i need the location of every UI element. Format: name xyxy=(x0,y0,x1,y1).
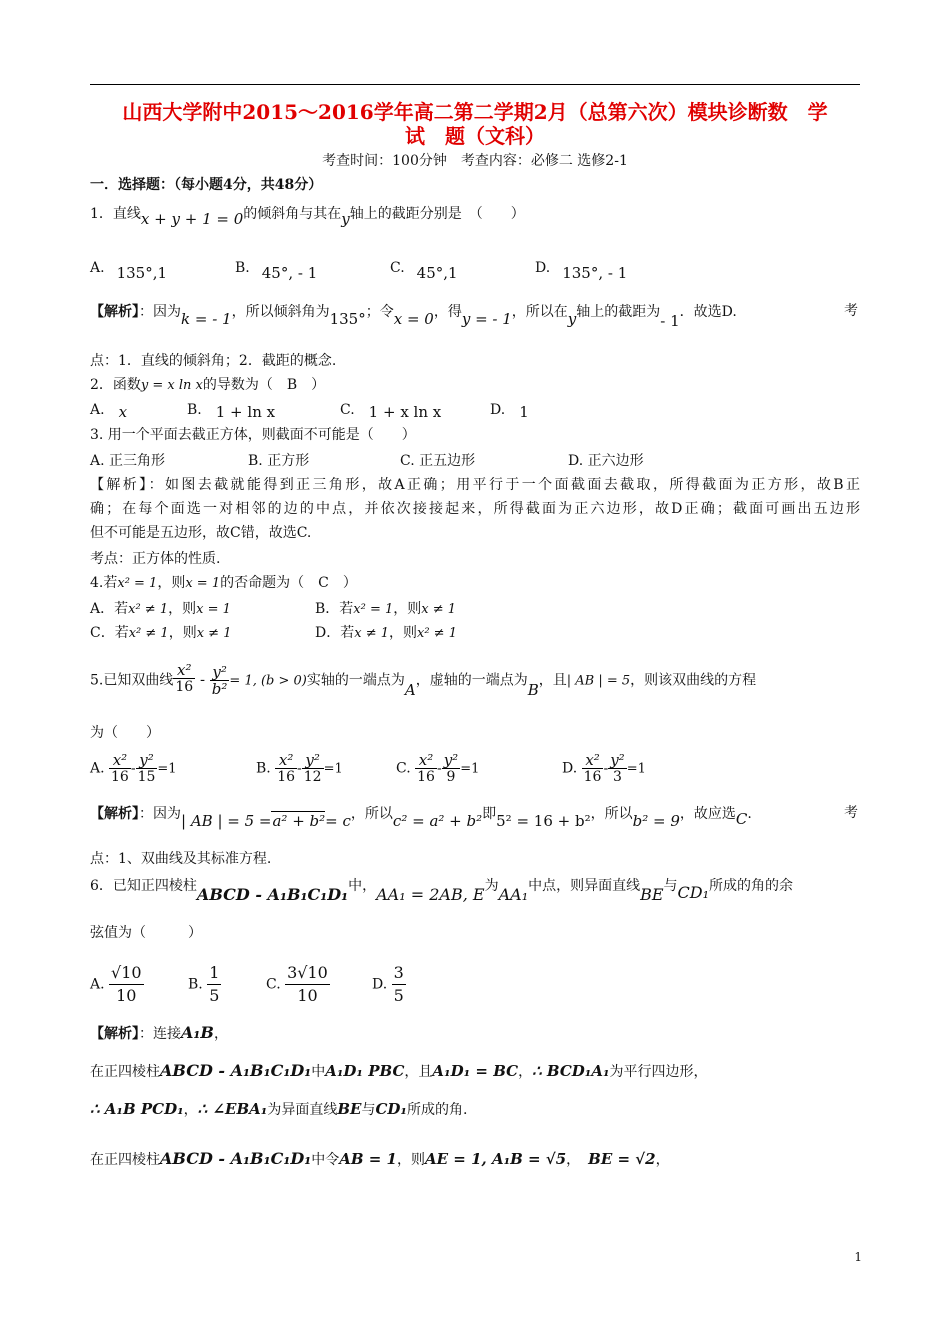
q1-kao: 考 xyxy=(844,303,858,319)
q2-option-d: D. 1 xyxy=(490,402,529,421)
q1-option-a: A. 135°,1 xyxy=(90,260,168,282)
q4-option-c: C．若x² ≠ 1，则x ≠ 1 xyxy=(90,625,232,641)
q5-option-b: B. $\frac{\text{x²}}{16}$ - $\frac{\text{y²}}{12}$ =1 xyxy=(256,751,343,785)
q5-option-a: A. $\frac{\text{x²}}{16}$ - $\frac{\text{y²}}{15}$ =1 xyxy=(90,751,177,785)
q3-solution-line-1: 【解析】：如图去截就能得到正三角形，故A正确；用平行于一个面截面去截取，所得截面为正方形，故B正 xyxy=(90,477,860,493)
q3-solution-line-3: 但不可能是五边形，故C错，故选C. xyxy=(90,525,312,541)
q5-option-c: C. $\frac{\text{x²}}{16}$ - $\frac{\text{y²}}{9}$ =1 xyxy=(396,751,480,785)
q5-kaodian: 点：1、双曲线及其标准方程. xyxy=(90,851,272,867)
q3-kaodian: 考点：正方体的性质. xyxy=(90,551,221,567)
section-heading: 一．选择题：（每小题4分，共48分） xyxy=(90,177,323,193)
title-line-2: 试 题（文科） xyxy=(405,124,545,148)
q1-option-b: B. 45°, - 1 xyxy=(235,260,318,282)
q3-option-c: C. 正五边形 xyxy=(400,453,476,469)
q1-solution: 【解析】：因为k = - 1，所以倾斜角为135°；令x = 0，得y = - 1，所以在y轴上的截距为- 1．故选D. xyxy=(90,304,737,330)
q3-option-b: B. 正方形 xyxy=(248,453,310,469)
q3-option-a: A. 正三角形 xyxy=(90,453,166,469)
q6-solution-line-4: 在正四棱柱ABCD - A₁B₁C₁D₁中令AB = 1，则AE = 1, A₁B = √5， BE = √2， xyxy=(90,1149,670,1168)
q2-option-b: B. 1 + ln x xyxy=(187,402,276,421)
page-title xyxy=(88,100,862,148)
q5-stem-cont: 为（ ） xyxy=(90,725,160,741)
q1-kaodian: 点：1．直线的倾斜角；2．截距的概念. xyxy=(90,353,337,369)
q4-option-b: B．若x² = 1，则x ≠ 1 xyxy=(315,601,457,617)
q6-solution-line-1: 【解析】：连接A₁B， xyxy=(90,1023,228,1042)
q4-stem: 4.若x² = 1，则x = 1的否命题为（ C ） xyxy=(90,575,357,591)
q5-solution: 【解析】：因为| AB | = 5 =a² + b²= c，所以c² = a² + b²即5² = 16 + b²，所以b² = 9，故应选C. xyxy=(90,806,752,830)
q3-solution-line-2: 确；在每个面选一对相邻的边的中点，并依次接接起来，所得截面为正六边形，故D正确；截面可画出五边形 xyxy=(90,501,860,517)
q1-option-d: D. 135°, - 1 xyxy=(535,260,628,282)
q5-option-d: D. $\frac{\text{x²}}{16}$ - $\frac{\text{y²}}{3}$ =1 xyxy=(562,751,646,785)
q6-solution-line-2: 在正四棱柱ABCD - A₁B₁C₁D₁中A₁D₁ PBC，且A₁D₁ = BC，∴ BCD₁A₁为平行四边形， xyxy=(90,1061,708,1080)
q6-solution-line-3: ∴ A₁B PCD₁，∴ ∠EBA₁为异面直线BE与CD₁所成的角. xyxy=(90,1100,468,1118)
q6-option-b: B. $\frac{1}{5}$ xyxy=(188,963,220,1005)
header-rule xyxy=(90,84,860,85)
q2-option-c: C. 1 + x ln x xyxy=(340,402,442,421)
exam-info: 考查时间：100分钟 考查内容：必修二 选修2-1 xyxy=(322,153,628,169)
q6-stem: 6．已知正四棱柱ABCD - A₁B₁C₁D₁中，AA₁ = 2AB, E为AA₁中点，则异面直线BE与CD₁所成的角的余 xyxy=(90,878,794,904)
q5-stem: 5.已知双曲线 $\frac{\text{x²}}{16}$ - $\frac{\text{y²}}{\text{b²}}$ = 1, (b > 0)实轴的一端点为A，虚轴的一端点为B，且| AB | = 5，则该双曲线的方程 xyxy=(90,661,757,699)
q1-stem: 1．直线x + y + 1 = 0的倾斜角与其在y轴上的截距分别是 （ ） xyxy=(90,206,525,228)
q4-option-d: D．若x ≠ 1，则x² ≠ 1 xyxy=(315,625,457,641)
title-line-1: 山西大学附中2015～2016学年高二第二学期2月（总第六次）模块诊断数 学 xyxy=(122,100,828,124)
q1-option-c: C. 45°,1 xyxy=(390,260,458,282)
q6-stem-cont: 弦值为（ ） xyxy=(90,925,202,941)
q5-eq-rhs: = 1 xyxy=(229,673,253,689)
q3-stem: 3. 用一个平面去截正方体，则截面不可能是（ ） xyxy=(90,427,416,443)
q5-kao: 考 xyxy=(844,805,858,821)
q2-stem: 2．函数y = x ln x的导数为（ B ） xyxy=(90,377,326,393)
q4-option-a: A．若x² ≠ 1，则x = 1 xyxy=(90,601,231,617)
q2-option-a: A. x xyxy=(90,402,128,421)
q6-option-a: A. $\frac{√10}{10}$ xyxy=(90,963,142,1005)
q6-option-c: C. $\frac{3√10}{10}$ xyxy=(266,963,328,1005)
q3-option-d: D. 正六边形 xyxy=(568,453,644,469)
page-number: 1 xyxy=(854,1250,862,1264)
q6-option-d: D. $\frac{3}{5}$ xyxy=(372,963,404,1005)
